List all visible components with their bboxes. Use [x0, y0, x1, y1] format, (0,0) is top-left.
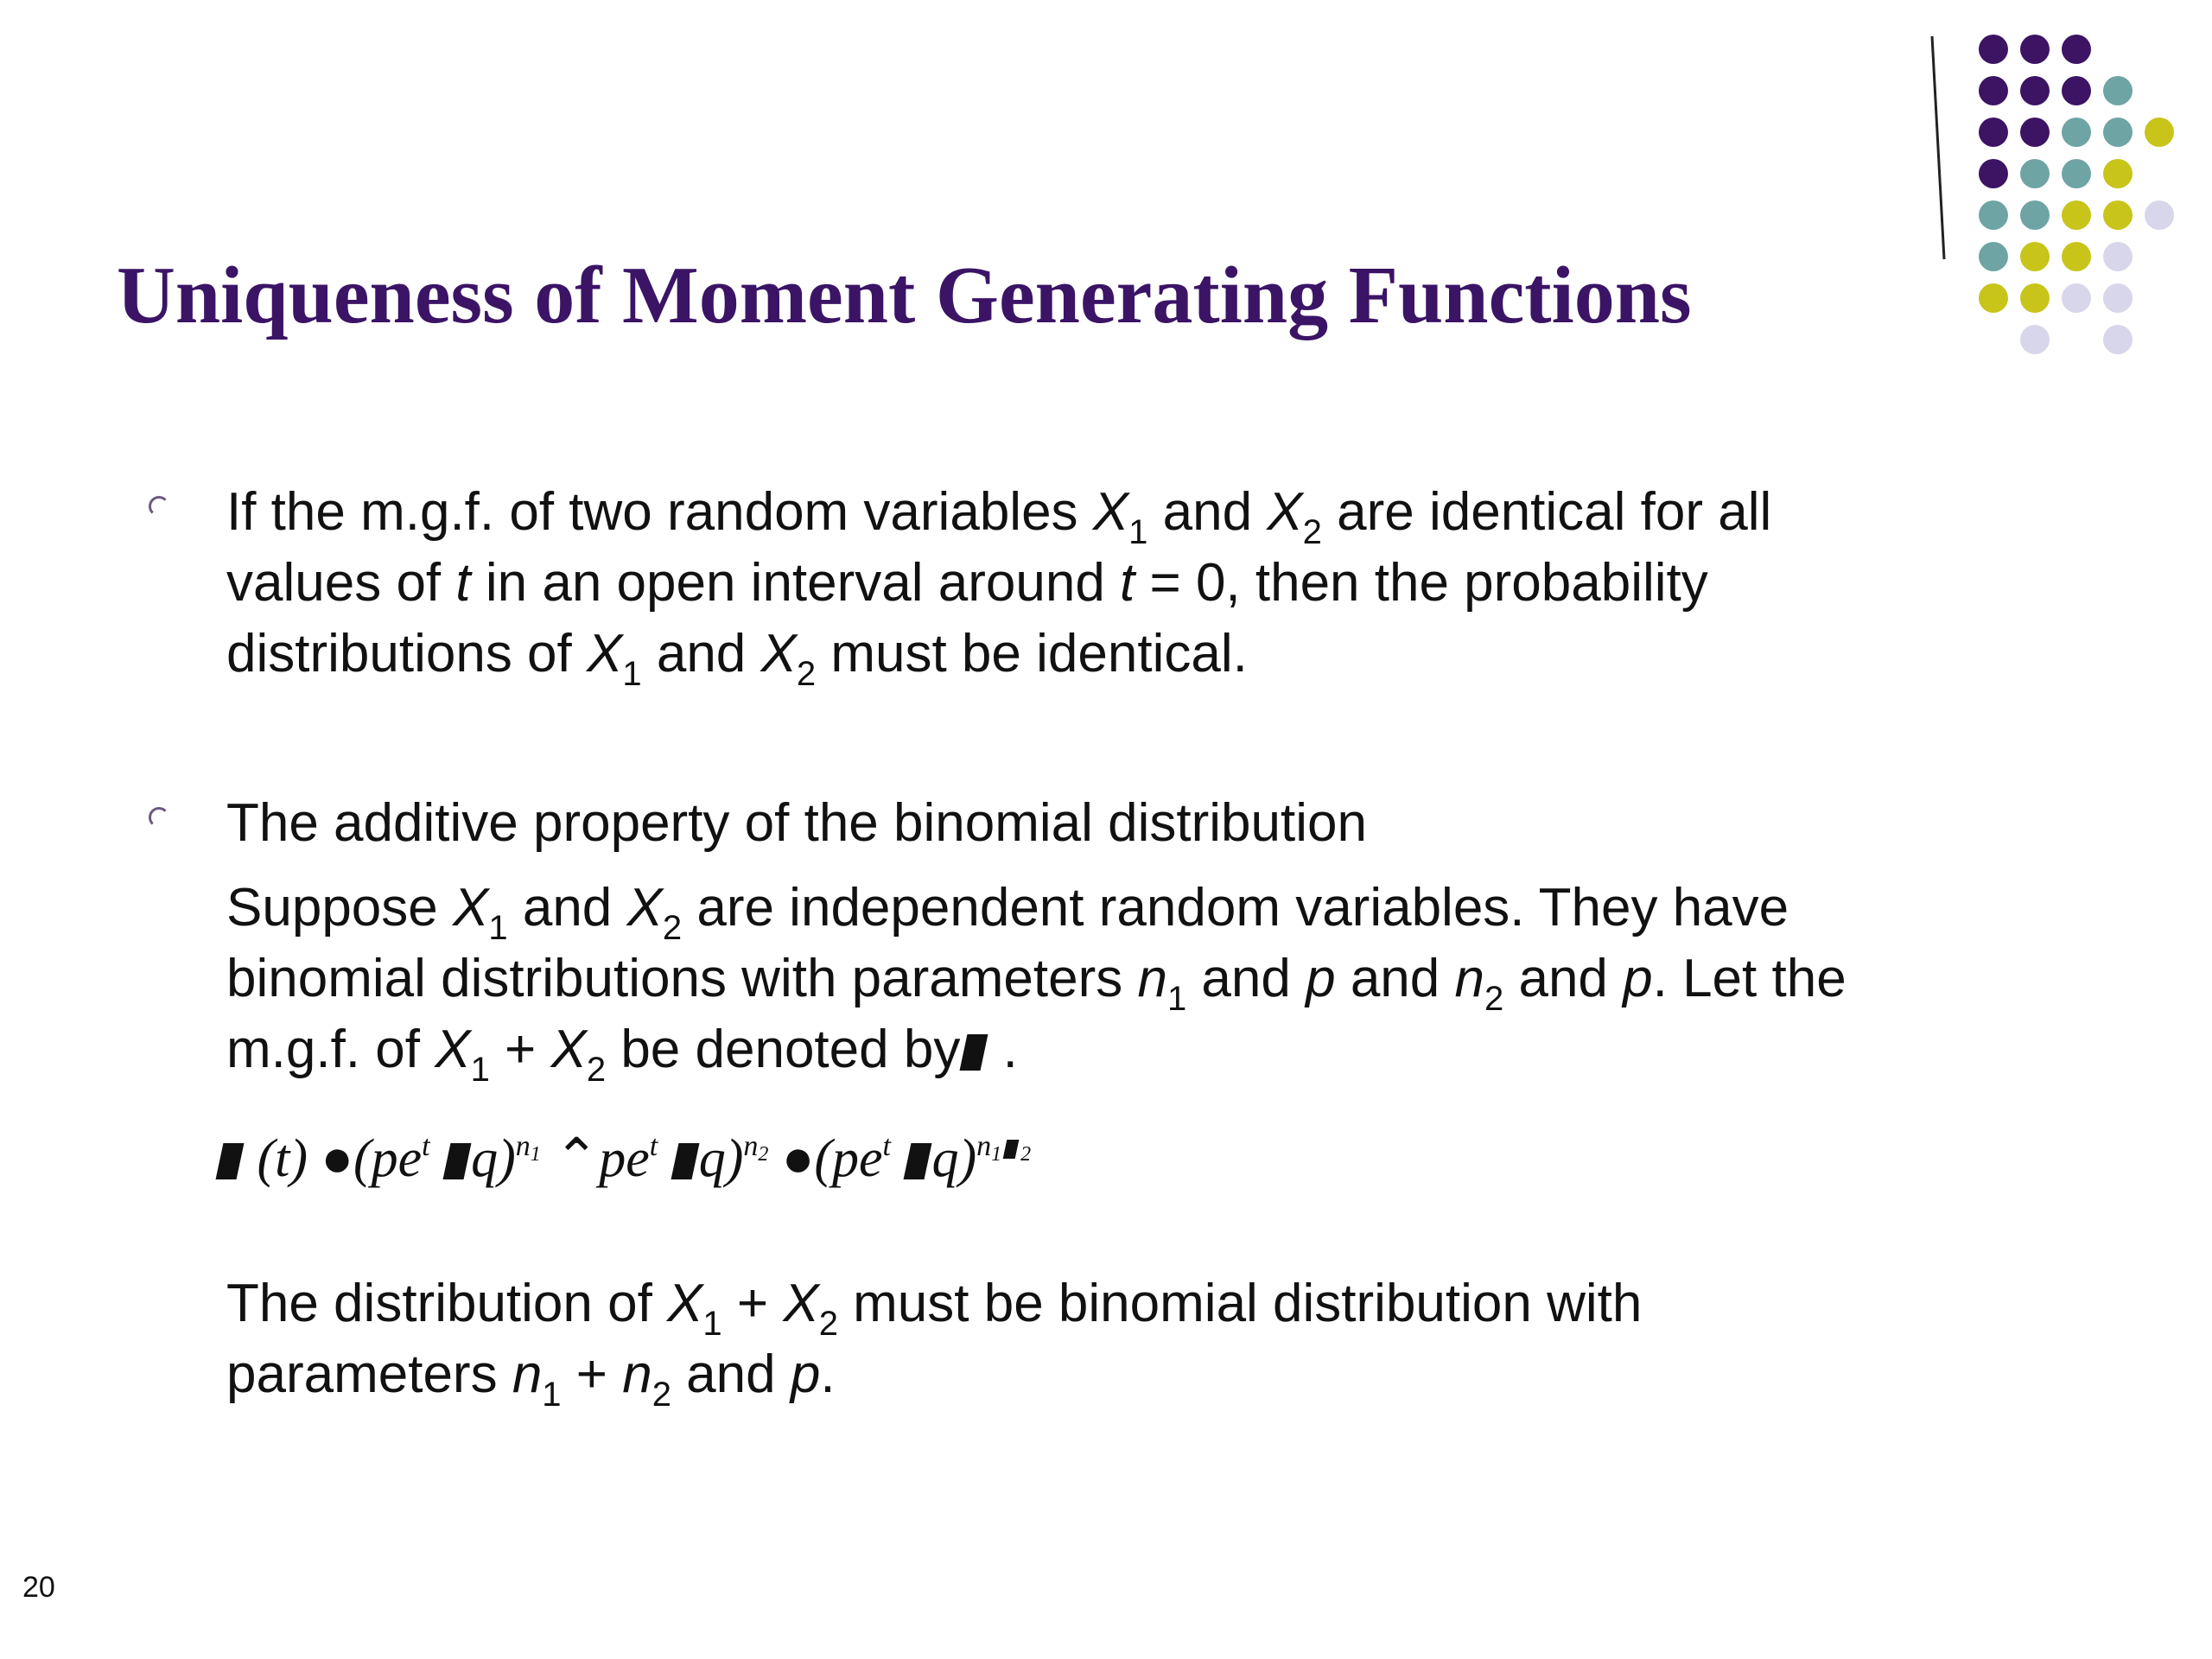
- decorative-dot-olive: [1979, 283, 2008, 313]
- decorative-dot-teal: [1979, 242, 2008, 271]
- bullet-2-line-1: Suppose $X_1$ and $X_2$ are independent random variables. They have: [226, 878, 1789, 947]
- missing-glyph-icon: [1003, 1140, 1020, 1159]
- decorative-dot-teal: [2103, 76, 2133, 105]
- decorative-dot-purple: [2062, 76, 2091, 105]
- missing-glyph-icon: [443, 1143, 472, 1179]
- decorative-dot-teal: [2062, 118, 2091, 147]
- conclusion-line-1: The distribution of $X_1 + X_2$ must be binomial distribution with: [226, 1274, 1643, 1343]
- decorative-dot-purple: [2020, 76, 2050, 105]
- decorative-dot-teal: [2020, 159, 2050, 188]
- decorative-dot-olive: [2145, 118, 2174, 147]
- decorative-dot-lavender: [2020, 325, 2050, 354]
- page-number: 20: [22, 1571, 55, 1604]
- decorative-dot-purple: [2020, 118, 2050, 147]
- bullet-2-line-2: binomial distributions with parameters $n_1$ and p and $n_2$ and p. Let the: [226, 949, 1847, 1018]
- decorative-dot-purple: [1979, 76, 2008, 105]
- missing-glyph-icon: [904, 1143, 932, 1179]
- bullet-marker-icon: [149, 807, 169, 828]
- conclusion-line-2: parameters $n_1 + n_2$ and p.: [226, 1344, 836, 1414]
- missing-glyph-icon: [960, 1034, 988, 1071]
- decorative-dot-purple: [1979, 118, 2008, 147]
- decorative-dot-teal: [2103, 118, 2133, 147]
- times-glyph-icon: ⌃: [554, 1129, 600, 1188]
- bullet-1-line-1: If the m.g.f. of two random variables $X_1$ and $X_2$ are identical for all: [226, 482, 1772, 551]
- decorative-dot-purple: [1979, 159, 2008, 188]
- decorative-dot-olive: [2103, 200, 2133, 230]
- bullet-1-line-3: distributions of $X_1$ and $X_2$ must be identical.: [226, 624, 1248, 693]
- missing-glyph-icon: [216, 1143, 245, 1179]
- mgf-formula: (t) $●(pe^t$ q)$^{n_1}$ $⌃pe^t$ q)$^{n_2}$ $●(pe^t$ q)$^{n_1 _2}$: [216, 1120, 1031, 1198]
- decorative-dot-teal: [2062, 159, 2091, 188]
- decorative-dot-lavender: [2062, 283, 2091, 313]
- bullet-1-line-2: values of t in an open interval around t = 0, then the probability: [226, 553, 1708, 613]
- decorative-dot-olive: [2103, 159, 2133, 188]
- decorative-dot-purple: [2062, 35, 2091, 64]
- decorative-dot-lavender: [2145, 200, 2174, 230]
- decorative-dot-lavender: [2103, 242, 2133, 271]
- decorative-dot-teal: [1979, 200, 2008, 230]
- decorative-dot-purple: [2020, 35, 2050, 64]
- decorative-dot-lavender: [2103, 283, 2133, 313]
- bullet-2-line-3: m.g.f. of $X_1 + X_2$ be denoted by .: [226, 1020, 1018, 1089]
- missing-glyph-icon: [671, 1143, 699, 1179]
- conclusion-text: [226, 1268, 1643, 1414]
- bullet-2-heading-text: The additive property of the binomial distribution: [226, 793, 1367, 853]
- decorative-dot-grid: [1979, 35, 2203, 363]
- decorative-dot-olive: [2020, 283, 2050, 313]
- decorative-dot-olive: [2062, 242, 2091, 271]
- equals-glyph-icon: ●: [321, 1129, 353, 1188]
- bullet-2-text: [226, 873, 1847, 1089]
- decorative-dot-purple: [1979, 35, 2008, 64]
- bullet-2-heading: [226, 788, 1367, 859]
- decorative-dot-lavender: [2103, 325, 2133, 354]
- decorative-dot-teal: [2020, 200, 2050, 230]
- bullet-1-text: [226, 477, 1772, 693]
- decorative-dot-olive: [2020, 242, 2050, 271]
- slide-title: Uniqueness of Moment Generating Functions: [117, 251, 1692, 340]
- equals-glyph-icon: ●: [781, 1129, 815, 1188]
- decorative-dot-olive: [2062, 200, 2091, 230]
- bullet-marker-icon: [149, 496, 169, 517]
